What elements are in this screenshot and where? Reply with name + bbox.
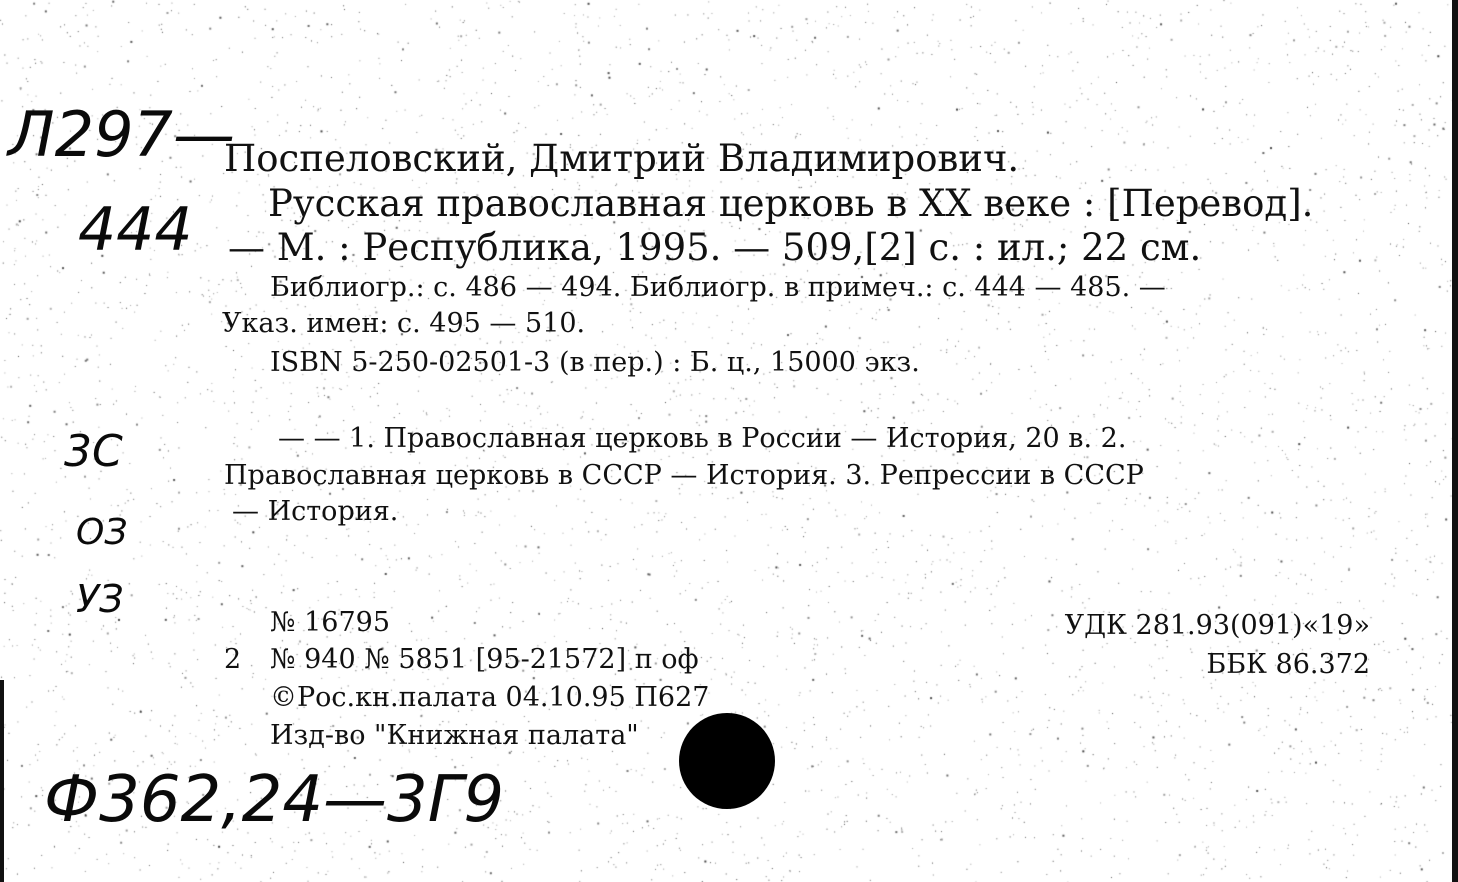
copies-count: 2 [224,644,242,675]
imprint-line: — М. : Республика, 1995. — 509,[2] с. : ил.; 22 см. [228,226,1202,269]
notes-line-1: Библиогр.: с. 486 — 494. Библиогр. в примеч.: с. 444 — 485. — [270,272,1166,303]
bbk-code: ББК 86.372 [1206,649,1370,680]
title-line: Русская православная церковь в XX веке : [Перевод]. [268,182,1314,225]
udk-code: УДК 281.93(091)«19» [1064,610,1370,641]
card-right-edge [1452,0,1458,882]
card-left-edge [0,680,4,882]
author-heading: Поспеловский, Дмитрий Владимирович. [224,137,1020,180]
handwritten-call-number-second: 444 [78,195,193,265]
subject-line-1: — — 1. Православная церковь в России — История, 20 в. 2. [278,423,1127,454]
order-line: № 940 № 5851 [95-21572] п оф [270,644,699,675]
handwritten-index-1: 3С [64,426,123,477]
handwritten-shelf-code: Ф362,24—3Г9 [44,763,505,837]
isbn-line: ISBN 5-250-02501-3 (в пер.) : Б. ц., 15000 экз. [270,347,920,378]
handwritten-call-number: Л297— [8,98,235,171]
handwritten-index-2: ОЗ [76,512,128,553]
card-punch-hole [679,713,775,809]
publisher-line: Изд-во "Книжная палата" [270,720,639,751]
handwritten-index-3: УЗ [76,577,124,621]
notes-line-2: Указ. имен: с. 495 — 510. [222,308,586,339]
record-number: № 16795 [270,607,391,638]
subject-line-3: — История. [232,496,399,527]
subject-line-2: Православная церковь в СССР — История. 3. Репрессии в СССР [224,460,1144,491]
copyright-line: ©Рос.кн.палата 04.10.95 П627 [270,682,710,713]
